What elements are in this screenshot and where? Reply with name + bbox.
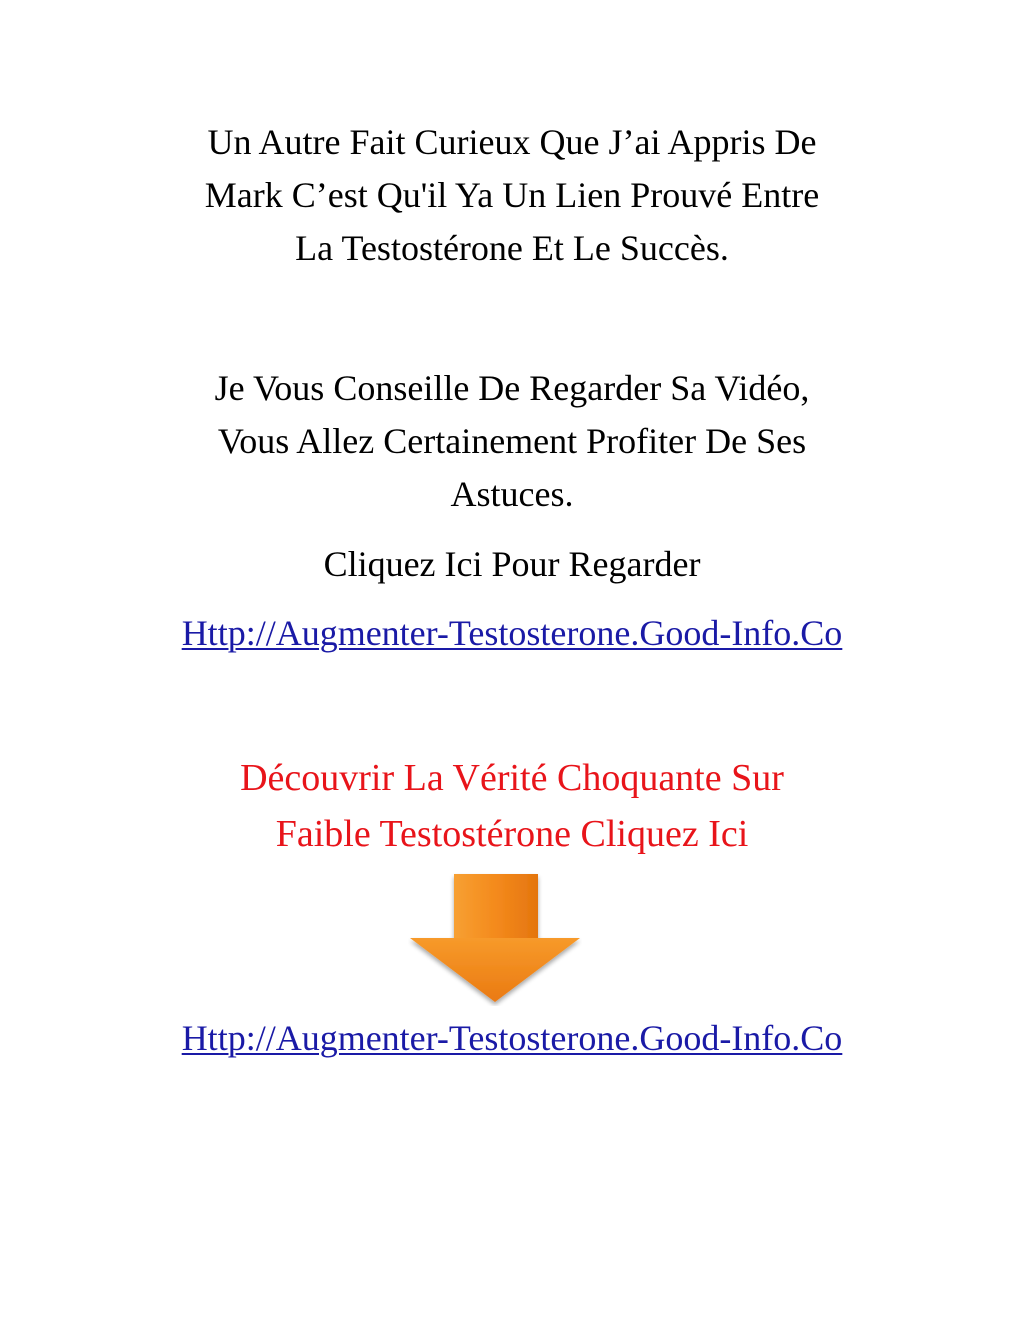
promo-heading [0,750,1024,862]
intro-line-1: Un Autre Fait Curieux Que J’ai Appris De [207,122,817,162]
promo-line-1: Découvrir La Vérité Choquante Sur [240,757,784,799]
intro-line-2: Mark C’est Qu'il Ya Un Lien Prouvé Entre [204,175,820,215]
top-link[interactable]: Http://Augmenter-Testosterone.Good-Info.Co [181,613,843,653]
top-link-container [0,607,1024,660]
watch-instruction [0,538,1024,591]
intro-line-3: La Testostérone Et Le Succès. [295,228,729,268]
advice-line-3: Astuces. [450,474,574,514]
intro-paragraph [0,116,1024,275]
advice-line-2: Vous Allez Certainement Profiter De Ses [217,421,807,461]
bottom-link-container [0,1012,1024,1065]
watch-instruction-text: Cliquez Ici Pour Regarder [323,544,701,584]
promo-line-2: Faible Testostérone Cliquez Ici [275,813,749,855]
orange-down-arrow-icon[interactable] [408,872,582,1006]
bottom-link[interactable]: Http://Augmenter-Testosterone.Good-Info.Co [181,1018,843,1058]
advice-paragraph [0,362,1024,521]
advice-line-1: Je Vous Conseille De Regarder Sa Vidéo, [214,368,810,408]
